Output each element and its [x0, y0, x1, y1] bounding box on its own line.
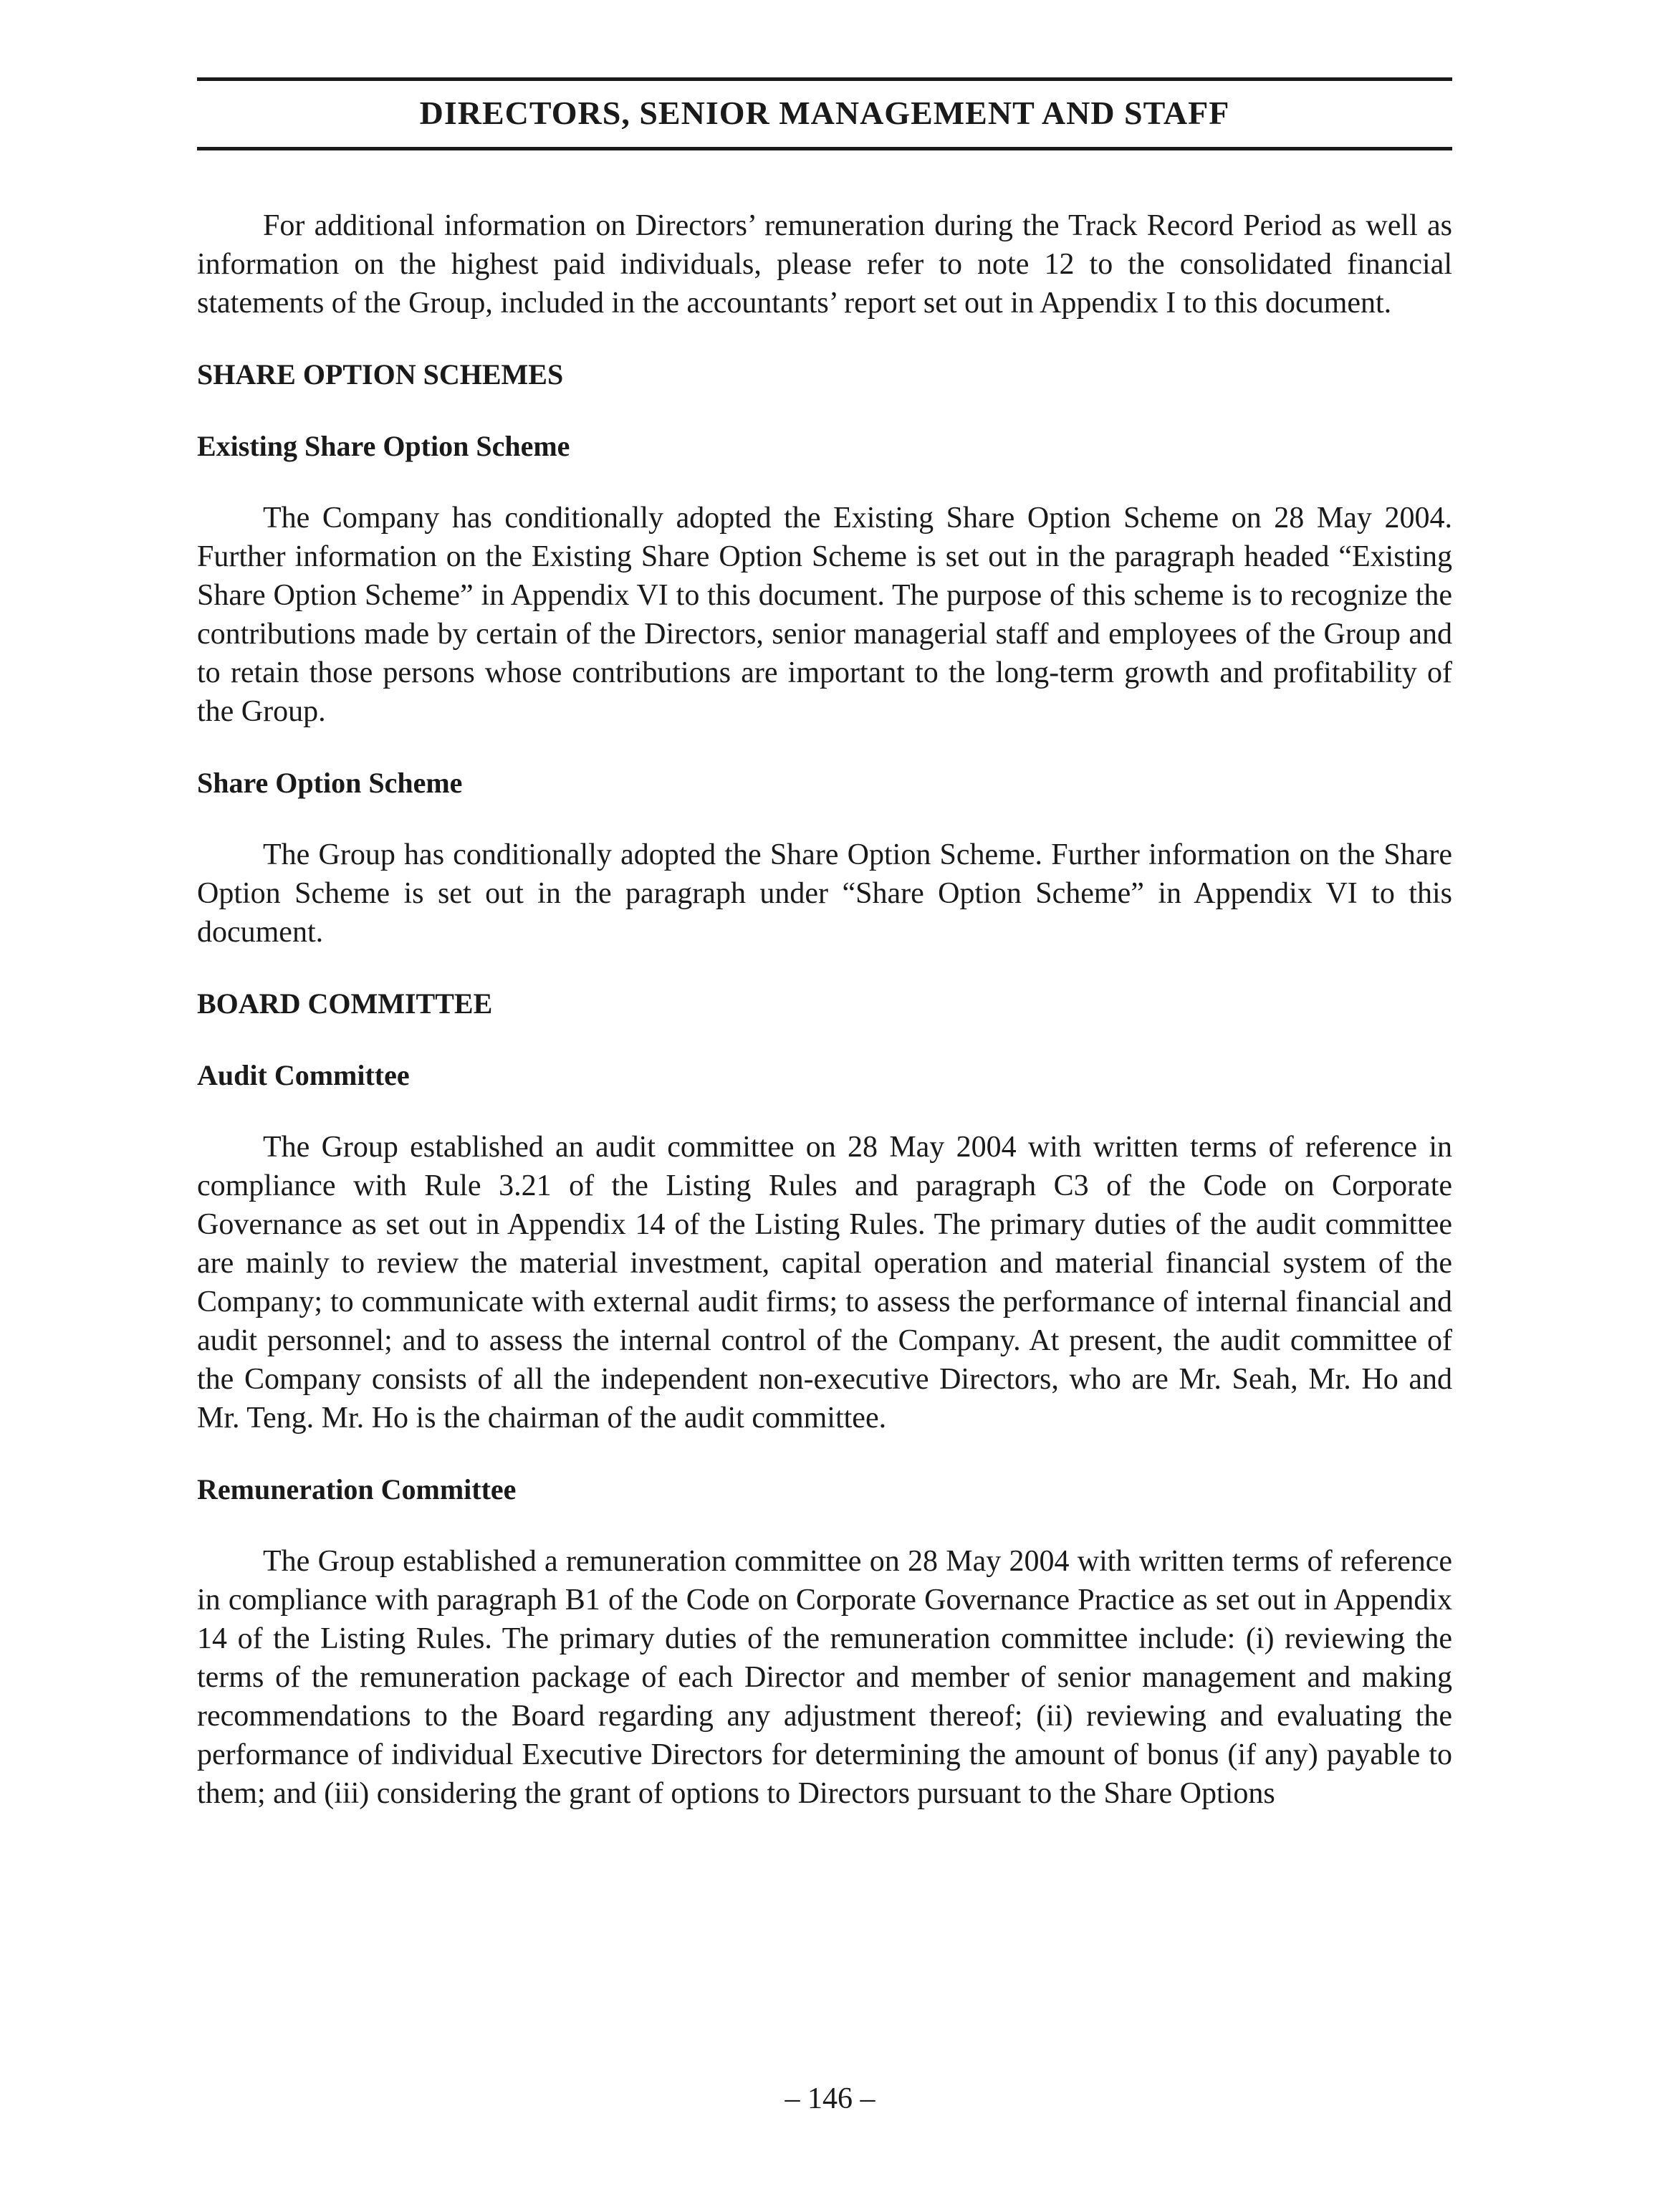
audit-committee-paragraph: The Group established an audit committee on 28 May 2004 with written terms of reference in compliance with Rule 3.21 of the Listing Rules and paragraph C3 of the Code on Corporate Governance as set out in Appendix 14 of the Listing Rules. The primary duties of the audit committee are mainly to review the material investment, capital operation and material financial system of the Company; to communicate with external audit firms; to assess the performance of internal financial and audit personnel; and to assess the internal control of the Company. At present, the audit committee of the Company consists of all the independent non-executive Directors, who are Mr. Seah, Mr. Ho and Mr. Teng. Mr. Ho is the chairman of the audit committee.	[197, 1131, 1452, 1435]
subheading-remuneration-committee: Remuneration Committee	[197, 1473, 517, 1505]
remuneration-committee-paragraph: The Group established a remuneration committee on 28 May 2004 with written terms of reference in compliance with paragraph B1 of the Code on Corporate Governance Practice as set out in Appendix 14 of the Listing Rules. The primary duties of the remuneration committee include: (i) reviewing the terms of the remuneration package of each Director and member of senior management and making recommendations to the Board regarding any adjustment thereof; (ii) reviewing and evaluating the performance of individual Executive Directors for determining the amount of bonus (if any) payable to them; and (iii) considering the grant of options to Directors pursuant to the Share Options	[197, 1545, 1452, 1810]
subheading-existing-share-option-scheme: Existing Share Option Scheme	[197, 430, 570, 462]
intro-paragraph: For additional information on Directors’ remuneration during the Track Record Period as well as information on the highest paid individuals, please refer to note 12 to the consolidated financial statements of the Group, included in the accountants’ report set out in Appendix I to this document.	[197, 209, 1452, 320]
document-page	[197, 77, 1452, 1813]
section-heading-share-option-schemes: SHARE OPTION SCHEMES	[197, 358, 564, 391]
subheading-audit-committee: Audit Committee	[197, 1059, 410, 1091]
page-number: – 146 –	[785, 2082, 875, 2115]
share-option-scheme-paragraph: The Group has conditionally adopted the Share Option Scheme. Further information on the Share Option Scheme is set out in the paragraph under “Share Option Scheme” in Appendix VI to this document.	[197, 838, 1452, 949]
existing-scheme-paragraph: The Company has conditionally adopted the Existing Share Option Scheme on 28 May 2004. Further information on the Existing Share Option Scheme is set out in the paragraph headed “Existing Share Option Scheme” in Appendix VI to this document. The purpose of this scheme is to recognize the contributions made by certain of the Directors, senior managerial staff and employees of the Group and to retain those persons whose contributions are important to the long-term growth and profitability of the Group.	[197, 502, 1452, 728]
page-header-title: DIRECTORS, SENIOR MANAGEMENT AND STAFF	[419, 95, 1230, 131]
subheading-share-option-scheme: Share Option Scheme	[197, 767, 463, 799]
section-heading-board-committee: BOARD COMMITTEE	[197, 987, 493, 1020]
